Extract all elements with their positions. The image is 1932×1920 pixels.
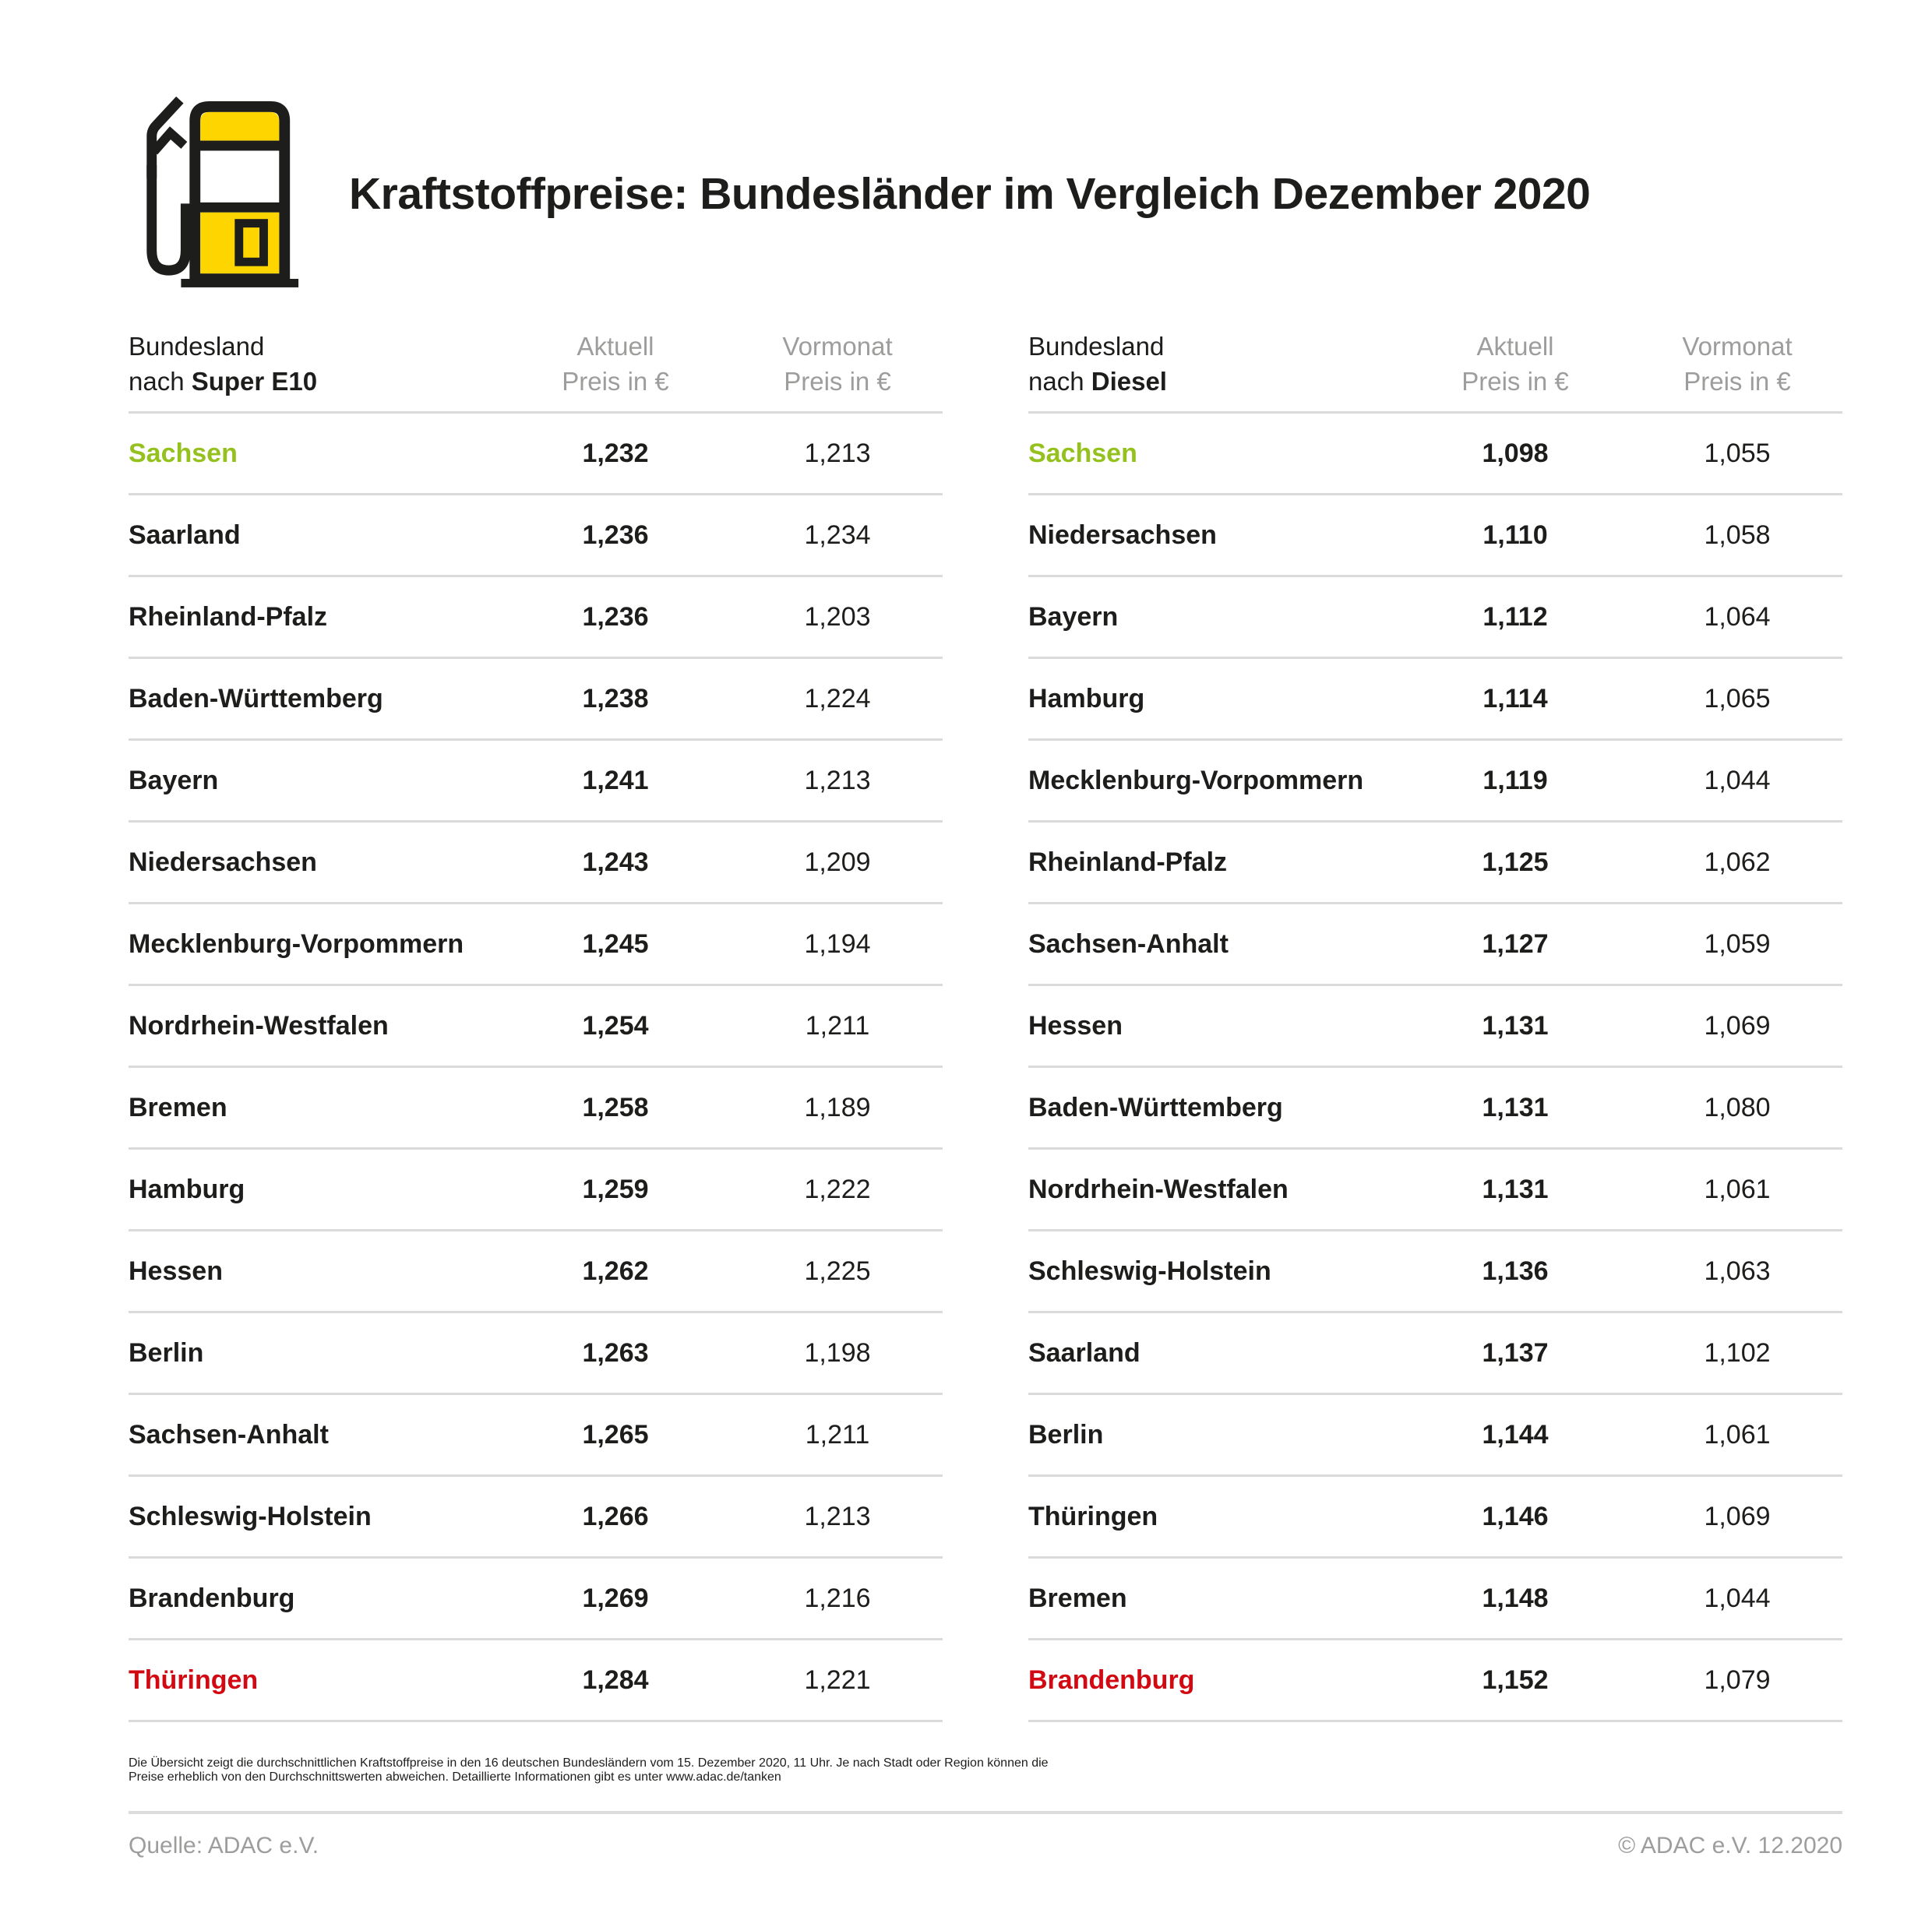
table-row [1028,1313,1842,1395]
fuel-pump-icon [129,96,306,293]
table-row [1028,986,1842,1068]
fuel-name: Super E10 [191,367,318,396]
current-price: 1,236 [582,520,649,550]
current-price: 1,265 [582,1419,649,1450]
current-price: 1,127 [1482,928,1549,959]
current-price: 1,148 [1482,1583,1549,1613]
table-row [129,495,943,577]
state-name: Saarland [1028,1337,1141,1368]
previous-month-price: 1,058 [1704,520,1771,550]
table-row [129,741,943,823]
column-header-bundesland-line1: Bundesland [1028,332,1165,361]
current-price: 1,152 [1482,1665,1549,1695]
current-price: 1,131 [1482,1174,1549,1204]
table-row [129,1313,943,1395]
footnote-line: Die Übersicht zeigt die durchschnittlichen Kraftstoffpreise in den 16 deutschen Bundesländern vom 15. Dezember 2020, 11 Uhr. Je nach Stadt oder Region können die [129,1756,1049,1770]
current-price: 1,114 [1482,683,1548,713]
state-name: Nordrhein-Westfalen [1028,1174,1289,1204]
state-name: Hamburg [1028,683,1145,713]
state-name: Niedersachsen [129,847,317,877]
previous-month-price: 1,062 [1704,847,1771,877]
table-row [1028,1640,1842,1722]
state-name: Saarland [129,520,241,550]
table-row [129,986,943,1068]
previous-month-price: 1,194 [804,928,871,959]
table-row [1028,577,1842,659]
state-name: Rheinland-Pfalz [129,601,328,632]
copyright: © ADAC e.V. 12.2020 [1618,1833,1842,1858]
current-price: 1,263 [582,1337,649,1368]
previous-month-price: 1,061 [1704,1419,1771,1450]
table-diesel [1028,329,1842,1722]
state-name: Brandenburg [1028,1665,1195,1695]
previous-month-price: 1,213 [804,438,871,468]
state-name: Sachsen [1028,438,1137,468]
table-row [129,1395,943,1477]
current-price: 1,119 [1482,765,1548,795]
column-header-vormonat: Vormonat Preis in € [782,332,893,396]
state-name: Hamburg [129,1174,245,1204]
previous-month-price: 1,224 [804,683,871,713]
previous-month-price: 1,213 [804,1501,871,1531]
previous-month-price: 1,221 [804,1665,871,1695]
current-price: 1,144 [1482,1419,1549,1450]
state-name: Nordrhein-Westfalen [129,1010,389,1041]
tables-area [129,329,1842,1722]
current-price: 1,245 [582,928,649,959]
table-diesel-body [1028,414,1842,1722]
column-header-bundesland [1028,329,1398,399]
table-diesel-header [1028,329,1842,414]
previous-month-price: 1,216 [804,1583,871,1613]
table-row [1028,1231,1842,1313]
previous-month-price: 1,198 [804,1337,871,1368]
state-name: Bayern [1028,601,1119,632]
current-price: 1,258 [582,1092,649,1122]
table-row [129,577,943,659]
previous-month-price: 1,055 [1704,438,1771,468]
previous-month-price: 1,102 [1704,1337,1771,1368]
previous-month-price: 1,211 [805,1419,870,1450]
current-price: 1,243 [582,847,649,877]
footer-divider [129,1811,1842,1814]
previous-month-price: 1,065 [1704,683,1771,713]
footer [129,1833,1842,1859]
state-name: Berlin [1028,1419,1104,1450]
table-row [129,1150,943,1231]
current-price: 1,125 [1482,847,1549,877]
column-header-vormonat: Vormonat Preis in € [1682,332,1793,396]
previous-month-price: 1,044 [1704,1583,1771,1613]
state-name: Mecklenburg-Vorpommern [129,928,464,959]
table-row [1028,1477,1842,1559]
table-row [129,1640,943,1722]
current-price: 1,112 [1482,601,1548,632]
table-row [129,1559,943,1640]
state-name: Schleswig-Holstein [1028,1256,1271,1286]
previous-month-price: 1,063 [1704,1256,1771,1286]
current-price: 1,131 [1482,1010,1549,1041]
footnote-line: Preise erheblich von den Durchschnittswerten abweichen. Detaillierte Informationen gibt es unter www.adac.de/tanken [129,1770,781,1784]
table-row [1028,414,1842,495]
current-price: 1,269 [582,1583,649,1613]
brand-header [129,0,1842,296]
previous-month-price: 1,044 [1704,765,1771,795]
state-name: Sachsen [129,438,238,468]
state-name: Bayern [129,765,219,795]
table-row [129,1068,943,1150]
previous-month-price: 1,189 [804,1092,871,1122]
column-header-fuel-line: nach Diesel [1028,367,1167,396]
table-row [1028,1068,1842,1150]
state-name: Bremen [1028,1583,1127,1613]
table-row [1028,823,1842,904]
table-row [1028,1150,1842,1231]
previous-month-price: 1,061 [1704,1174,1771,1204]
state-name: Bremen [129,1092,227,1122]
current-price: 1,238 [582,683,649,713]
current-price: 1,254 [582,1010,649,1041]
previous-month-price: 1,234 [804,520,871,550]
state-name: Thüringen [1028,1501,1158,1531]
current-price: 1,259 [582,1174,649,1204]
column-header-fuel-line: nach Super E10 [129,367,318,396]
page-title: Kraftstoffpreise: Bundesländer im Vergleich Dezember 2020 [349,169,1591,219]
table-row [129,414,943,495]
previous-month-price: 1,213 [804,765,871,795]
previous-month-price: 1,080 [1704,1092,1771,1122]
previous-month-price: 1,222 [804,1174,871,1204]
table-super-e10-body [129,414,943,1722]
previous-month-price: 1,059 [1704,928,1771,959]
state-name: Mecklenburg-Vorpommern [1028,765,1364,795]
table-row [1028,1559,1842,1640]
column-header-bundesland [129,329,499,399]
state-name: Thüringen [129,1665,259,1695]
table-row [129,1231,943,1313]
table-row [1028,904,1842,986]
state-name: Niedersachsen [1028,520,1217,550]
previous-month-price: 1,209 [804,847,871,877]
current-price: 1,284 [582,1665,649,1695]
table-row [1028,659,1842,741]
state-name: Berlin [129,1337,204,1368]
previous-month-price: 1,225 [804,1256,871,1286]
state-name: Schleswig-Holstein [129,1501,372,1531]
table-row [1028,495,1842,577]
state-name: Baden-Württemberg [1028,1092,1283,1122]
table-row [1028,1395,1842,1477]
state-name: Rheinland-Pfalz [1028,847,1228,877]
state-name: Sachsen-Anhalt [1028,928,1229,959]
current-price: 1,110 [1482,520,1548,550]
current-price: 1,262 [582,1256,649,1286]
state-name: Sachsen-Anhalt [129,1419,329,1450]
current-price: 1,232 [582,438,649,468]
table-row [129,1477,943,1559]
previous-month-price: 1,079 [1704,1665,1771,1695]
column-header-aktuell: Aktuell Preis in € [562,332,669,396]
previous-month-price: 1,069 [1704,1010,1771,1041]
current-price: 1,266 [582,1501,649,1531]
current-price: 1,236 [582,601,649,632]
previous-month-price: 1,069 [1704,1501,1771,1531]
column-header-bundesland-line1: Bundesland [129,332,265,361]
current-price: 1,241 [582,765,649,795]
table-row [1028,741,1842,823]
current-price: 1,136 [1482,1256,1549,1286]
current-price: 1,131 [1482,1092,1549,1122]
state-name: Baden-Württemberg [129,683,383,713]
state-name: Brandenburg [129,1583,295,1613]
previous-month-price: 1,211 [805,1010,870,1041]
state-name: Hessen [129,1256,223,1286]
current-price: 1,098 [1482,438,1549,468]
column-header-aktuell: Aktuell Preis in € [1461,332,1569,396]
table-row [129,659,943,741]
table-row [129,823,943,904]
table-row [129,904,943,986]
table-super-e10-header [129,329,943,414]
source-credit: Quelle: ADAC e.V. [129,1833,319,1858]
state-name: Hessen [1028,1010,1123,1041]
previous-month-price: 1,203 [804,601,871,632]
current-price: 1,146 [1482,1501,1549,1531]
table-super-e10 [129,329,943,1722]
current-price: 1,137 [1482,1337,1549,1368]
fuel-name: Diesel [1091,367,1167,396]
previous-month-price: 1,064 [1704,601,1771,632]
